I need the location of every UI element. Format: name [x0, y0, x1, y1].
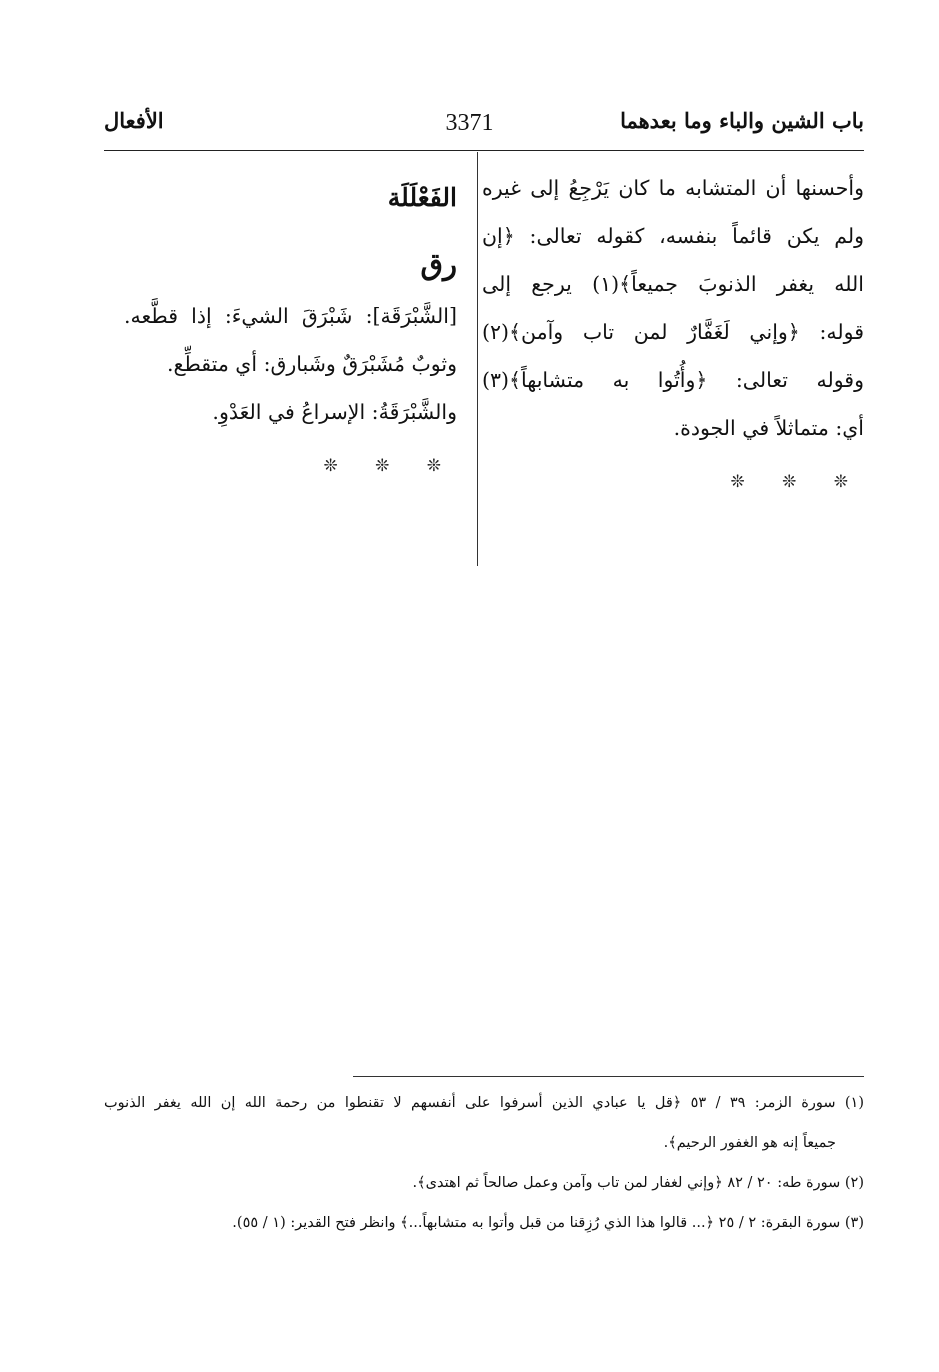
section-separator: ❊ ❊ ❊ — [323, 456, 457, 476]
text-line: [الشَّبْرَقَة]: شَبْرَقَ الشيءَ: إذا قطَّعه. — [124, 304, 457, 328]
text-line: قوله: ﴿وإني لَغَفَّارٌ لمن تاب وآمن﴾(٢) — [482, 320, 864, 344]
section-separator: ❊ ❊ ❊ — [730, 472, 864, 492]
text-line: وثوبٌ مُشَبْرَقٌ وشَبارق: أي متقطِّع. — [167, 352, 457, 376]
text-line: وقوله تعالى: ﴿وأُتُوا به متشابهاً﴾(٣) — [482, 368, 864, 392]
footnote-line: (١) سورة الزمر: ٣٩ / ٥٣ ﴿قل يا عبادي الذين أسرفوا على أنفسهم لا تقنطوا من رحمة الله إن الله يغفر الذنوب — [104, 1095, 864, 1111]
footnote-line: (٢) سورة طه: ٢٠ / ٨٢ ﴿وإني لغفار لمن تاب وآمن وعمل صالحاً ثم اهتدى﴾. — [412, 1175, 864, 1191]
header-divider — [104, 150, 864, 151]
footnote-divider — [353, 1076, 864, 1077]
page-number: 3371 — [445, 110, 494, 136]
footnotes — [104, 1094, 864, 1254]
section-title: الأفعال — [104, 108, 164, 133]
column-divider — [477, 152, 478, 566]
text-line: وأحسنها أن المتشابه ما كان يَرْجِعُ إلى غيره — [482, 176, 864, 200]
chapter-title: باب الشين والباء وما بعدهما — [620, 108, 864, 133]
text-line: أي: متماثلاً في الجودة. — [673, 416, 864, 440]
section-heading: الفَعْلَلَة — [387, 183, 457, 212]
text-line: ولم يكن قائماً بنفسه، كقوله تعالى: ﴿إن — [482, 224, 864, 248]
right-column — [482, 178, 864, 492]
text-line: الله يغفر الذنوبَ جميعاً﴾(١) يرجع إلى — [482, 272, 864, 296]
footnote-line: (٣) سورة البقرة: ٢ / ٢٥ ﴿... قالوا هذا الذي رُزِقنا من قبل وأتوا به متشابهاً...﴾ وانظر فتح القدير: (١ / ٥٥). — [232, 1215, 864, 1231]
text-line: والشَّبْرَقَةُ: الإسراعُ في العَدْوِ. — [212, 400, 457, 424]
root-heading: رق — [420, 247, 457, 281]
left-column — [124, 178, 457, 476]
footnote-line: جميعاً إنه هو الغفور الرحيم﴾. — [663, 1135, 836, 1151]
